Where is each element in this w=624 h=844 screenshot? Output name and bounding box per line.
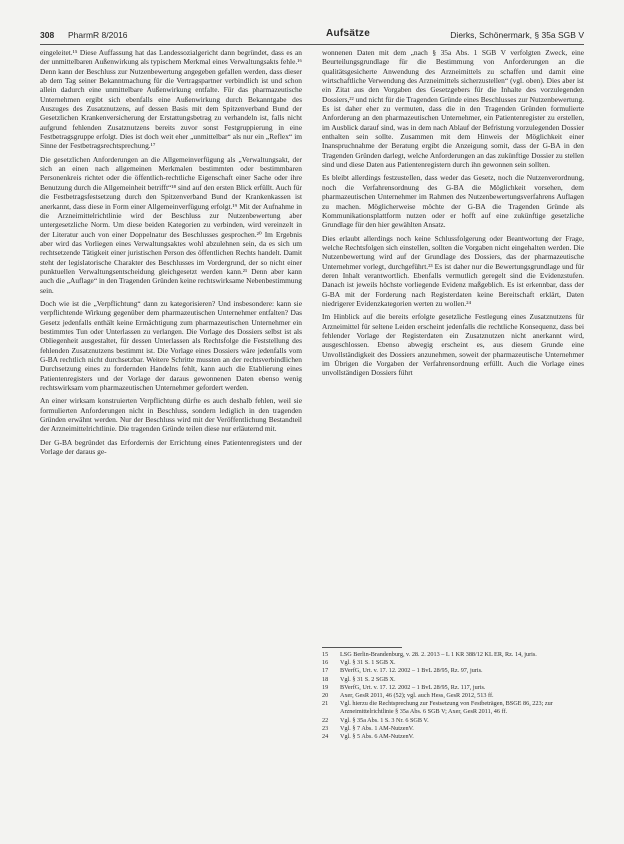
footnote-rule [322, 647, 402, 648]
footnote-text: Vgl. § 5 Abs. 6 AM-NutzenV. [340, 733, 414, 741]
footnote-number: 22 [322, 716, 329, 724]
paragraph: wonnenen Daten mit dem „nach § 35a Abs. 1 SGB V verfolgten Zweck, eine Beurteilungsgrundlage für die Bestimmung von Anforderungen an die qualitätsgesicherte Anwendung des Arzneimittels zu schaffen und damit eine wirtschaftliche Verwendung des Arzneimittels sicherzustellen“ (vgl. oben). Dies aber ist ein Zitat aus den Vorgaben des Gesetzgebers für die Inhalte des vorzulegenden Dossiers,²² und nicht für die Tragenden Gründe eines Beschlusses zur Nutzenbewertung. Es ist daher eher zu vermuten, dass die in den Tragenden Gründen formulierte Anforderung an den pharmazeutischen Unternehmer, ein Patientenregister zu erstellen, im Ausblick darauf sind, was in dem nach Ablauf der Befristung vorzulegenden Dossier enthalten sein sollte. Zusammen mit dem Hinweis der Möglichkeit einer Inanspruchnahme der Beratung ergibt die Anzeigung somit, dass der G-BA in den Tragenden Gründen darlegt, welche Anforderungen an das zukünftige Dossier zu stellen sind und diese Daten aus Patientenregistern durch ihn gewonnen sein sollten. [322, 48, 584, 170]
footnote-text: LSG Berlin-Brandenburg, v. 28. 2. 2013 – L 1 KR 388/12 KL ER, Rz. 14, juris. [340, 651, 537, 658]
footnote-number: 21 [322, 700, 329, 708]
footnote-text: Vgl. hierzu die Rechtsprechung zur Festsetzung von Festbeträgen, BSGE 86, 223; zur Arzneimittelrichtlinie § 35a Abs. 6 SGB V; Axer, GesR 2011, 46 ff. [340, 700, 553, 716]
footnotes [322, 651, 584, 741]
paragraph: Dies erlaubt allerdings noch keine Schlussfolgerung oder Beantwortung der Frage, welche Rechtsfolgen sich einstellen, sollten die Vorgaben nicht eingehalten werden. Die Nutzenbewertung wird auf der Grundlage des Dossiers, das der pharmazeutische Unternehmer vorlegt, durchgeführt.²³ Es ist daher nur die Bewertungsgrundlage und für deren Inhalt verantwortlich. Ebenfalls vermutlich geregelt sind die Evidenzstufen. Danach ist jeweils höchste vorliegende Evidenz maßgeblich. Es ist erkennbar, dass der G-BA mit der Forderung nach Registerdaten keine Bereitschaft erklärt, Daten niedrigerer Evidenzkategorien werten zu wollen.²⁴ [322, 233, 584, 308]
journal-issue: PharmR 8/2016 [68, 30, 128, 40]
footnote-text: BVerfG, Urt. v. 17. 12. 2002 – 1 BvL 28/95, Rz. 117, juris. [340, 683, 486, 691]
footnote [322, 659, 584, 667]
paragraph: Die gesetzlichen Anforderungen an die Allgemeinverfügung als „Verwaltungsakt, der sich an einen nach allgemeinen Merkmalen bestimmten oder bestimmbaren Personenkreis richtet oder die öffentlich-rechtliche Eigenschaft einer Sache oder ihre Benutzung durch die Allgemeinheit betrifft“¹⁸ sind auf den ersten Blick erfüllt. Auch für die Festbetragsfestsetzung durch den Spitzenverband Bund der Krankenkassen ist anerkannt, dass diese in Form einer Allgemeinverfügung erfolgt.¹⁹ Mit der Aufnahme in die Arzneimittelrichtlinie wird der Beschluss zur Nutzenbewertung aber untergesetzliche Norm. Um diese beiden Kategorien zu verbinden, wird vereinzelt in der Literatur auch von einer Doppelnatur des Beschlusses gesprochen.²⁰ Im Ergebnis aber wird das Vorliegen eines Verwaltungsaktes wohl abzulehnen sein, da es sich um rechtsetzende Tätigkeit einer juristischen Person des öffentlichen Rechts handelt. Damit steht der legislatorische Charakter des Beschlusses im Vordergrund, der so nicht einer punktuellen Verwaltungsentscheidung gleichgesetzt werden kann.²¹ Denn aber kann auch die „Auflage“ in den Tragenden Gründen keine rechtswirksame Nebenbestimmung sein. [40, 154, 302, 295]
footnote [322, 667, 584, 675]
paragraph: Im Hinblick auf die bereits erfolgte gesetzliche Festlegung eines Zusatznutzens für Arzneimittel für seltene Leiden erscheint jedenfalls die rechtliche Konsequenz, dass bei fehlender Vorlage der Registerdaten ein Zusatznutzen nicht anerkannt wird, ausgeschlossen. Ebenso abwegig erscheint es, aus diesem Grunde eine Unvollständigkeit des Dossiers anzunehmen, soweit der pharmazeutische Unternehmer im Übrigen die Vorgaben der Verfahrensordnung erfüllt. Auch die Vorlage eines unvollständigen Dossiers führt [322, 312, 584, 378]
footnote [322, 676, 584, 684]
running-head: Dierks, Schönermark, § 35a SGB V [450, 30, 584, 40]
footnote [322, 733, 584, 741]
footnote-number: 15 [322, 651, 329, 658]
footnote-text: BVerfG, Urt. v. 17. 12. 2002 – 1 BvL 28/95, Rz. 97, juris. [340, 667, 483, 675]
paragraph: Es bleibt allerdings festzustellen, dass weder das Gesetz, noch die Nutzenverordnung, noch die Verfahrensordnung des G-BA die Möglichkeit vorsehen, dem pharmazeutischen Unternehmer im Rahmen des Nutzenbewertungsverfahrens Auflagen zu machen. Möglicherweise möchte der G-BA die Tragenden Gründe als Kommunikationsplattform nutzen oder er hofft auf eine zukünftige gesetzliche Grundlage für den hier gewählten Ansatz. [322, 173, 584, 230]
footnote-number: 20 [322, 692, 329, 700]
footnote-number: 19 [322, 683, 329, 691]
footnote [322, 684, 584, 692]
footnote-number: 23 [322, 724, 329, 732]
paragraph: An einer wirksam konstruierten Verpflichtung dürfte es auch deshalb fehlen, weil sie formulierten Anforderungen nicht in Beschluss, sondern lediglich in den tragenden Gründen erwähnt werden. Nur der Beschluss wird mit der Veröffentlichung Bestandteil der Arzneimittelrichtlinie. Die tragenden Gründe teilen diese nur erläuternd mit. [40, 396, 302, 434]
footnote [322, 692, 584, 700]
footnote [322, 700, 584, 716]
right-column [322, 48, 584, 638]
page-number: 308 [40, 30, 55, 40]
footnote-text: Vgl. § 31 S. 1 SGB X. [340, 659, 396, 667]
footnote-text: Axer, GesR 2011, 46 (52); vgl. auch Hess, GesR 2012, 513 ff. [340, 692, 494, 700]
footnote [322, 725, 584, 733]
footnote-number: 16 [322, 659, 329, 667]
section-title: Aufsätze [326, 28, 371, 39]
footnote [322, 717, 584, 725]
footnote-number: 17 [322, 667, 329, 675]
left-column [40, 48, 302, 838]
running-header [40, 26, 584, 45]
paragraph: eingeleitet.¹⁵ Diese Auffassung hat das Landessozialgericht dann begründet, dass es an der unmittelbaren Außenwirkung als typischem Merkmal eines Verwaltungsakts fehle.¹⁶ Denn kann der Beschluss zur Nutzenbewertung angegeben gefallen werden, dass dieser ab dem Tag seiner Bekanntmachung für die Vertragspartner verbindlich ist und schon allein dadurch eine unmittelbare Außenwirkung entfalte. Für das pharmazeutische Unternehmen ergibt sich ebenfalls eine Außenwirkung durch Bekanntgabe des Auszuges des Zusatznutzens, auf dessen Basis mit dem Spitzenverband Bund der Gesetzlichen Krankenversicherung der Erstattungsbetrag zu verhandeln ist, falls nicht aufgrund fehlenden Zusatznutzens bereits zuvor sonst Festgruppierung in eine Festbetragsgruppe erfolgt. Dies ist doch weit eher „unmittelbar“ als nur ein „Reflex“ im Sinne der Festbetragsrechtsprechung.¹⁷ [40, 48, 302, 151]
footnote-number: 18 [322, 675, 329, 683]
paragraph: Der G-BA begründet das Erfordernis der Errichtung eines Patientenregisters und der Vorlage der daraus ge- [40, 437, 302, 457]
footnote-text: Vgl. § 7 Abs. 1 AM-NutzenV. [340, 724, 414, 732]
paragraph: Doch wie ist die „Verpflichtung“ dann zu kategorisieren? Und insbesondere: kann sie verpflichtende Wirkung gegenüber dem pharmazeutischen Unternehmer entfalten? Das Gesetz jedenfalls enthält keine Ermächtigung zum pharmazeutischen Unternehmer ein bestimmtes Tun oder Unterlassen zu verlangen. Die Vorlage des Dossiers selbst ist als Obliegenheit ausgestaltet, für dessen Unterlassen als Rechtsfolge die Feststellung des fehlenden Zusatznutzens bestimmt ist. Die Vorlage eines Dossiers wäre jedenfalls vom G-BA rechtlich nicht durchsetzbar. Weitere Schritte mussten an der rechtsverbindlichen Durchsetzung eines zu fordernden Handelns fehlt, kann auch die Etablierung eines Patientenregisters und der Vorlage der daraus gewonnenen Daten ebenso wenig rechtswirksam vom pharmazeutischen Unternehmer gefordert werden. [40, 298, 302, 393]
footnote-text: Vgl. § 35a Abs. 1 S. 3 Nr. 6 SGB V. [340, 716, 429, 724]
footnote-number: 24 [322, 733, 329, 741]
footnote [322, 651, 584, 659]
footnote-text: Vgl. § 31 S. 2 SGB X. [340, 675, 396, 683]
